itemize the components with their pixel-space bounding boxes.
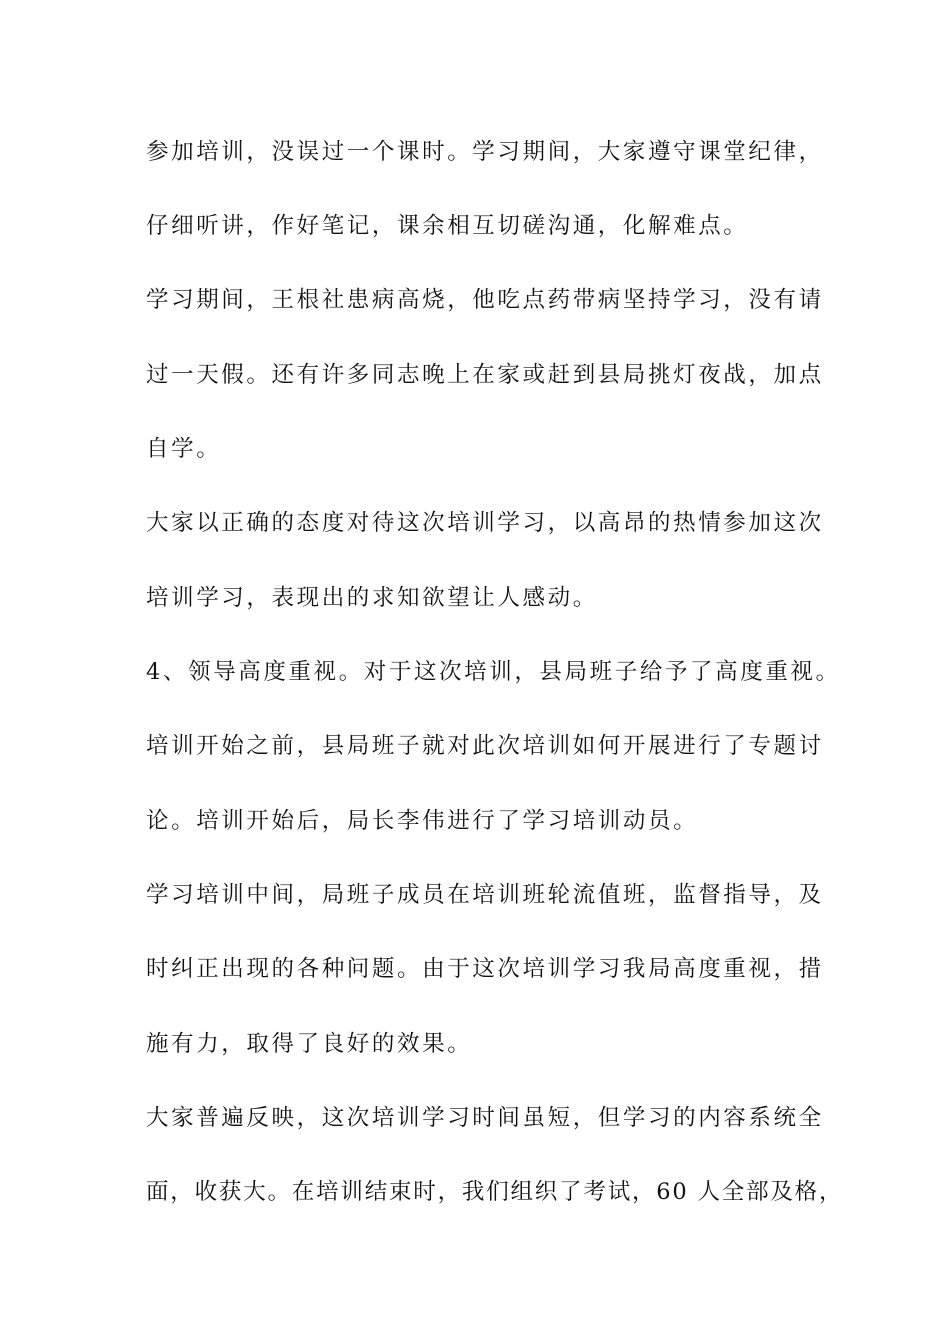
- text-line-10: 论。培训开始后，局长李伟进行了学习培训动员。: [146, 808, 699, 834]
- text-line-5: 自学。: [146, 436, 222, 462]
- text-line-2: 仔细听讲，作好笔记，课余相互切磋沟通，化解难点。: [146, 213, 749, 239]
- text-line-11: 学习培训中间，局班子成员在培训班轮流值班，监督指导，及: [146, 882, 824, 908]
- text-line-13: 施有力，取得了良好的效果。: [146, 1031, 473, 1057]
- text-line-15: 面，收获大。在培训结束时，我们组织了考试，60 人全部及格，: [146, 1179, 844, 1205]
- text-line-8: 4、领导高度重视。对于这次培训，县局班子给予了高度重视。: [146, 659, 841, 685]
- text-line-9: 培训开始之前，县局班子就对此次培训如何开展进行了专题讨: [146, 733, 824, 759]
- text-line-6: 大家以正确的态度对待这次培训学习，以高昂的热情参加这次: [146, 510, 824, 536]
- text-line-1: 参加培训，没误过一个课时。学习期间，大家遵守课堂纪律，: [146, 139, 824, 165]
- text-line-12: 时纠正出现的各种问题。由于这次培训学习我局高度重视，措: [146, 956, 824, 982]
- text-line-14: 大家普遍反映，这次培训学习时间虽短，但学习的内容系统全: [146, 1105, 824, 1131]
- text-line-3: 学习期间，王根社患病高烧，他吃点药带病坚持学习，没有请: [146, 287, 824, 313]
- text-line-7: 培训学习，表现出的求知欲望让人感动。: [146, 585, 598, 611]
- text-line-4: 过一天假。还有许多同志晚上在家或赶到县局挑灯夜战，加点: [146, 362, 824, 388]
